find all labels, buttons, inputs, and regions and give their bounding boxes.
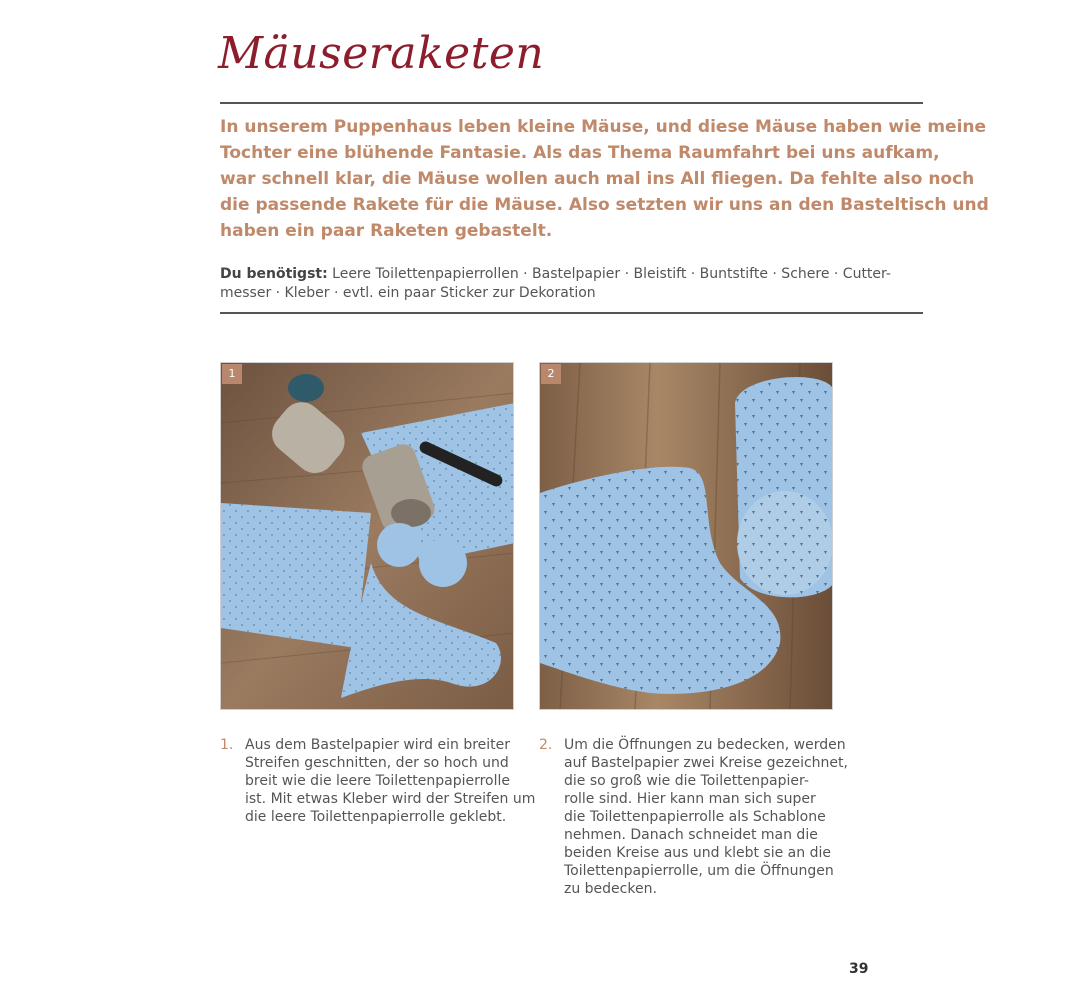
step-2-line: Um die Öffnungen zu bedecken, werden xyxy=(564,737,846,753)
step-2-photo xyxy=(539,362,833,710)
step-1-line: die leere Toilettenpapierrolle geklebt. xyxy=(245,809,507,825)
step-1-badge: 1 xyxy=(222,364,242,384)
step-1-line: ist. Mit etwas Kleber wird der Streifen um xyxy=(245,791,536,807)
step-2-line: zu bedecken. xyxy=(564,881,657,897)
step-1-text xyxy=(245,736,535,826)
intro-line: die passende Rakete für die Mäuse. Also setzten wir uns an den Basteltisch und xyxy=(220,195,989,215)
materials-list xyxy=(220,265,900,303)
intro-line: In unserem Puppenhaus leben kleine Mäuse, und diese Mäuse haben wie meine xyxy=(220,117,987,137)
intro-line: Tochter eine blühende Fantasie. Als das Thema Raumfahrt bei uns aufkam, xyxy=(220,143,940,163)
step-1-illustration xyxy=(221,363,514,710)
bottom-divider xyxy=(220,312,923,314)
step-2-line: nehmen. Danach schneidet man die xyxy=(564,827,818,843)
intro-paragraph xyxy=(220,114,989,244)
page-title: Mäuseraketen xyxy=(218,28,545,79)
materials-line-2: messer · Kleber · evtl. ein paar Sticker zur Dekoration xyxy=(220,285,596,301)
step-1-line: breit wie die leere Toilettenpapierrolle xyxy=(245,773,511,789)
materials-label: Du benötigst: xyxy=(220,266,328,282)
step-2-number: 2. xyxy=(539,737,553,753)
step-2-line: die Toilettenpapierrolle als Schablone xyxy=(564,809,826,825)
intro-line: haben ein paar Raketen gebastelt. xyxy=(220,221,553,241)
step-2-line: die so groß wie die Toilettenpapier- xyxy=(564,773,809,789)
step-2-illustration xyxy=(540,363,833,710)
step-2-badge: 2 xyxy=(541,364,561,384)
step-2-line: beiden Kreise aus und klebt sie an die xyxy=(564,845,831,861)
step-1-number: 1. xyxy=(220,737,234,753)
step-1-line: Streifen geschnitten, der so hoch und xyxy=(245,755,509,771)
intro-line: war schnell klar, die Mäuse wollen auch mal ins All fliegen. Da fehlte also noch xyxy=(220,169,975,189)
step-2-line: auf Bastelpapier zwei Kreise gezeichnet, xyxy=(564,755,848,771)
step-2-text xyxy=(564,736,848,898)
top-divider xyxy=(220,102,923,104)
step-1-line: Aus dem Bastelpapier wird ein breiter xyxy=(245,737,511,753)
page-number: 39 xyxy=(849,961,869,977)
step-1-photo xyxy=(220,362,514,710)
materials-line-1: Leere Toilettenpapierrollen · Bastelpapier · Bleistift · Buntstifte · Schere · Cutter- xyxy=(332,266,891,282)
step-2-line: Toilettenpapierrolle, um die Öffnungen xyxy=(564,863,834,879)
step-2-line: rolle sind. Hier kann man sich super xyxy=(564,791,816,807)
